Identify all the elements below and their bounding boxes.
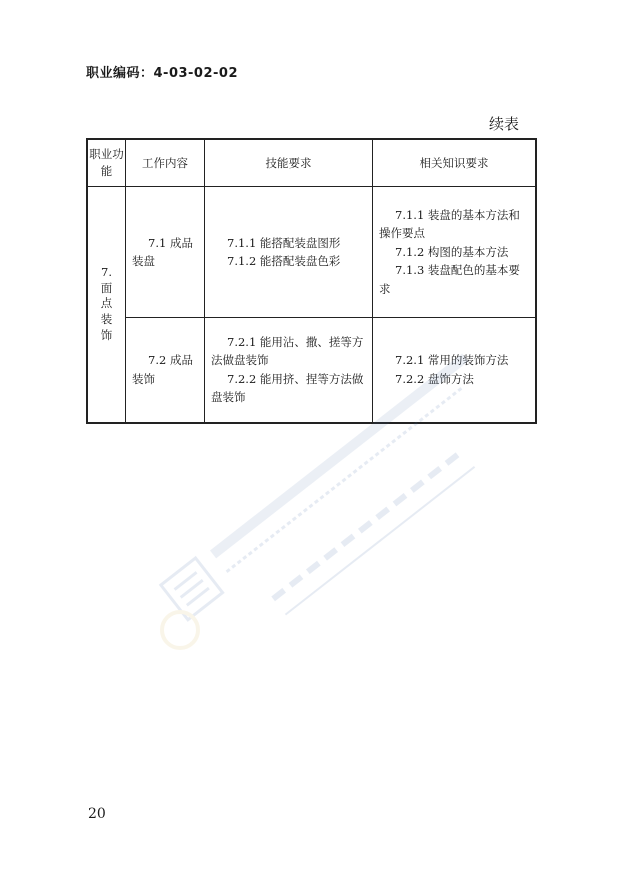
work-content: 7.1 成品装盘 [132, 235, 193, 268]
knowledge-item: 7.2.1 常用的装饰方法 [395, 353, 509, 368]
table-row [87, 318, 536, 423]
function-number: 7. [101, 265, 112, 280]
work-content-cell [126, 318, 205, 423]
skill-cell [205, 187, 373, 318]
header-knowledge: 相关知识要求 [373, 139, 537, 187]
knowledge-cell [373, 187, 537, 318]
knowledge-cell [373, 318, 537, 423]
function-char: 点 [100, 296, 113, 311]
header-function: 职业功能 [87, 139, 126, 187]
header-work: 工作内容 [126, 139, 205, 187]
skill-item: 7.2.2 能用挤、捏等方法做盘装饰 [211, 371, 364, 405]
function-char: 装 [100, 312, 113, 326]
skill-item: 7.1.1 能搭配装盘图形 [227, 235, 341, 250]
skill-item: 7.1.2 能搭配装盘色彩 [227, 254, 341, 268]
skill-cell [205, 318, 373, 423]
function-char: 面 [100, 280, 113, 295]
work-content-cell [126, 187, 205, 318]
header-skill: 技能要求 [205, 139, 373, 187]
function-char: 饰 [100, 327, 113, 342]
function-cell [87, 187, 126, 423]
continued-label: 续表 [489, 115, 520, 133]
knowledge-item: 7.1.3 装盘配色的基本要求 [379, 263, 520, 296]
table-row [87, 187, 536, 318]
occupation-code: 职业编码：4-03-02-02 [86, 66, 239, 81]
knowledge-item: 7.2.2 盘饰方法 [395, 371, 474, 386]
knowledge-item: 7.1.2 构图的基本方法 [395, 244, 509, 259]
skill-item: 7.2.1 能用沾、撒、搓等方法做盘装饰 [211, 334, 364, 368]
skills-table [86, 138, 537, 424]
knowledge-item: 7.1.1 装盘的基本方法和操作要点 [379, 208, 520, 241]
page-number: 20 [88, 806, 106, 822]
table-header-row [87, 139, 536, 187]
work-content: 7.2 成品装饰 [132, 353, 193, 386]
